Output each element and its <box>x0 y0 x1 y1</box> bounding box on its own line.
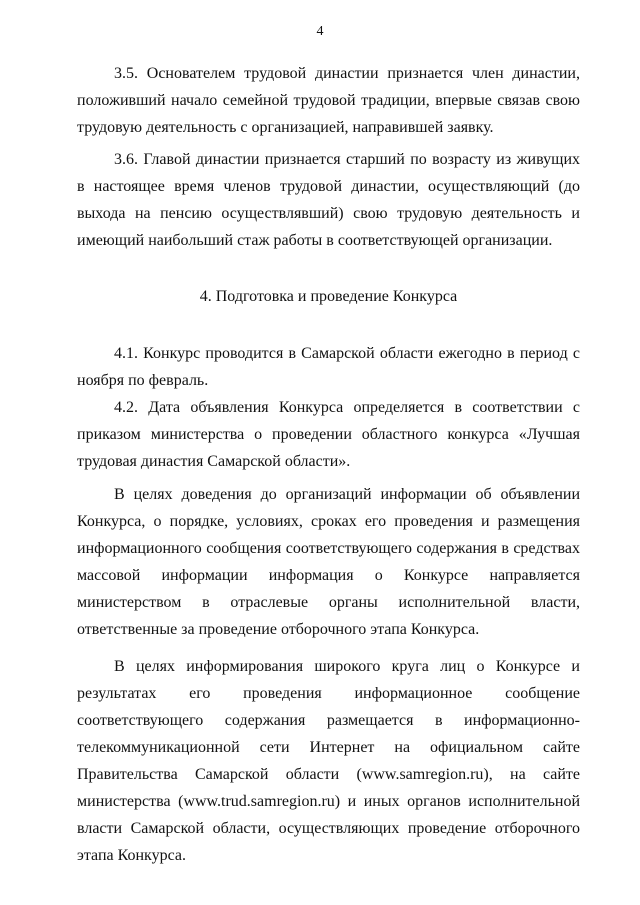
page-number: 4 <box>316 24 324 39</box>
paragraph-informing: В целях информирования широкого круга лиц о Конкурсе и результатах его проведения информационное сообщение соответствующего содержания размещается в информационно-телекоммуникационной сети Интернет на официальном сайте Правительства Самарской области (www.samregion.ru), на сайте министерства (www.trud.samregion.ru) и иных органов исполнительной власти Самарской области, осуществляющих проведение отборочного этапа Конкурса. <box>77 658 580 864</box>
paragraph-3-5: 3.5. Основателем трудовой династии признается член династии, положивший начало семейной трудовой традиции, впервые связав свою трудовую деятельность с организацией, направившей заявку. <box>77 65 580 136</box>
paragraph-announcement: В целях доведения до организаций информации об объявлении Конкурса, о порядке, условиях, сроках его проведения и размещения информационного сообщения соответствующего содержания в средствах массовой информации информация о Конкурсе направляется министерством в отраслевые органы исполнительной власти, ответственные за проведение отборочного этапа Конкурса. <box>77 486 580 638</box>
section-heading: 4. Подготовка и проведение Конкурса <box>199 288 458 305</box>
document-body <box>77 60 580 869</box>
paragraph-4-2: 4.2. Дата объявления Конкурса определяется в соответствии с приказом министерства о проведении областного конкурса «Лучшая трудовая династия Самарской области». <box>77 399 580 470</box>
paragraph-4-1: 4.1. Конкурс проводится в Самарской области ежегодно в период с ноября по февраль. <box>77 345 580 389</box>
paragraph-3-6: 3.6. Главой династии признается старший по возрасту из живущих в настоящее время членов трудовой династии, осуществляющий (до выхода на пенсию осуществлявший) свою трудовую деятельность и имеющий наибольший стаж работы в соответствующей организации. <box>77 151 580 249</box>
